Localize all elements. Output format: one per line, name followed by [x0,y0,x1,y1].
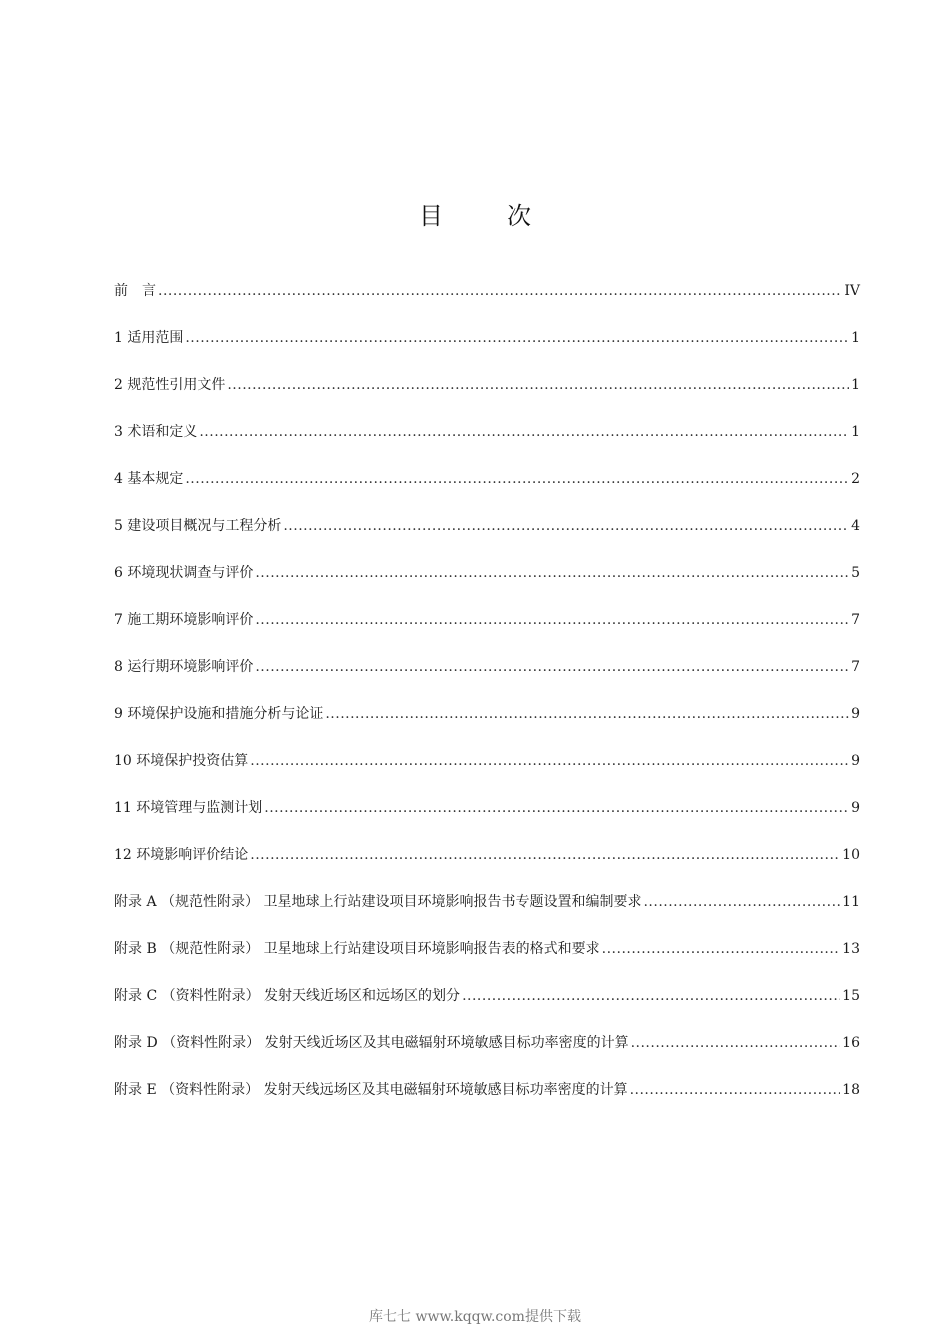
toc-page-number: 9 [851,706,860,722]
toc-leader-dots [227,377,849,393]
toc-entry-4[interactable] [114,468,860,515]
toc-entry-label: 10 环境保护投资估算 [114,753,249,769]
toc-page-number: 18 [842,1082,860,1098]
toc-leader-dots [250,847,840,863]
toc-leader-dots [602,941,841,957]
footer-watermark: 库七七 www.kqqw.com提供下载 [369,1309,581,1325]
toc-page-number: 10 [842,847,860,863]
toc-entry-10[interactable] [114,750,860,797]
toc-page-number: 9 [851,753,860,769]
toc-leader-dots [325,706,849,722]
toc-entry-label: 前 言 [114,283,156,299]
page-title: 目 次 [419,202,551,230]
toc-page-number: 16 [842,1035,860,1051]
toc-page-number: IV [844,283,860,299]
toc-entry-9[interactable] [114,703,860,750]
toc-entry-label: 12 环境影响评价结论 [114,847,249,863]
toc-entry-label: 附录 E （资料性附录） 发射天线远场区及其电磁辐射环境敏感目标功率密度的计算 [114,1082,628,1098]
toc-entry-label: 9 环境保护设施和措施分析与论证 [114,706,324,722]
toc-entry-appendix-b[interactable] [114,938,860,985]
toc-leader-dots [630,1082,841,1098]
toc-entry-7[interactable] [114,609,860,656]
toc-leader-dots [283,518,849,534]
toc-leader-dots [185,471,849,487]
toc-leader-dots [462,988,840,1004]
toc-leader-dots [250,753,849,769]
toc-page-number: 7 [851,612,860,628]
toc-leader-dots [255,612,849,628]
toc-entry-label: 附录 D （资料性附录） 发射天线近场区及其电磁辐射环境敏感目标功率密度的计算 [114,1035,629,1051]
toc-entry-appendix-d[interactable] [114,1032,860,1079]
toc-leader-dots [199,424,849,440]
toc-page-number: 7 [851,659,860,675]
toc-entry-label: 6 环境现状调查与评价 [114,565,254,581]
toc-page-number: 5 [851,565,860,581]
toc-page-number: 15 [842,988,860,1004]
toc-page-number: 4 [851,518,860,534]
toc-entry-1[interactable] [114,327,860,374]
toc-leader-dots [631,1035,841,1051]
toc-entry-label: 5 建设项目概况与工程分析 [114,518,282,534]
toc-entry-appendix-a[interactable] [114,891,860,938]
toc-entry-label: 11 环境管理与监测计划 [114,800,263,816]
toc-entry-appendix-e[interactable] [114,1079,860,1126]
toc-entry-label: 附录 C （资料性附录） 发射天线近场区和远场区的划分 [114,988,461,1004]
toc-entry-12[interactable] [114,844,860,891]
toc-entry-label: 4 基本规定 [114,471,184,487]
toc-entry-label: 附录 B （规范性附录） 卫星地球上行站建设项目环境影响报告表的格式和要求 [114,941,600,957]
toc-leader-dots [643,894,840,910]
toc-entry-label: 2 规范性引用文件 [114,377,226,393]
toc-page-number: 1 [851,424,860,440]
toc-entry-label: 7 施工期环境影响评价 [114,612,254,628]
toc-page-number: 1 [851,330,860,346]
toc-page-number: 1 [851,377,860,393]
toc-leader-dots [255,659,849,675]
toc-entry-appendix-c[interactable] [114,985,860,1032]
toc-entry-11[interactable] [114,797,860,844]
toc-page-number: 9 [851,800,860,816]
toc-entry-6[interactable] [114,562,860,609]
toc-leader-dots [185,330,849,346]
toc-entry-2[interactable] [114,374,860,421]
toc-page-number: 11 [842,894,860,910]
toc-entry-5[interactable] [114,515,860,562]
table-of-contents [114,280,860,1126]
toc-entry-label: 1 适用范围 [114,330,184,346]
toc-leader-dots [158,283,842,299]
toc-entry-label: 附录 A （规范性附录） 卫星地球上行站建设项目环境影响报告书专题设置和编制要求 [114,894,642,910]
toc-page-number: 2 [851,471,860,487]
toc-leader-dots [255,565,849,581]
toc-leader-dots [264,800,849,816]
toc-entry-foreword[interactable] [114,280,860,327]
toc-entry-label: 3 术语和定义 [114,424,198,440]
toc-entry-8[interactable] [114,656,860,703]
toc-page-number: 13 [842,941,860,957]
toc-entry-3[interactable] [114,421,860,468]
toc-entry-label: 8 运行期环境影响评价 [114,659,254,675]
